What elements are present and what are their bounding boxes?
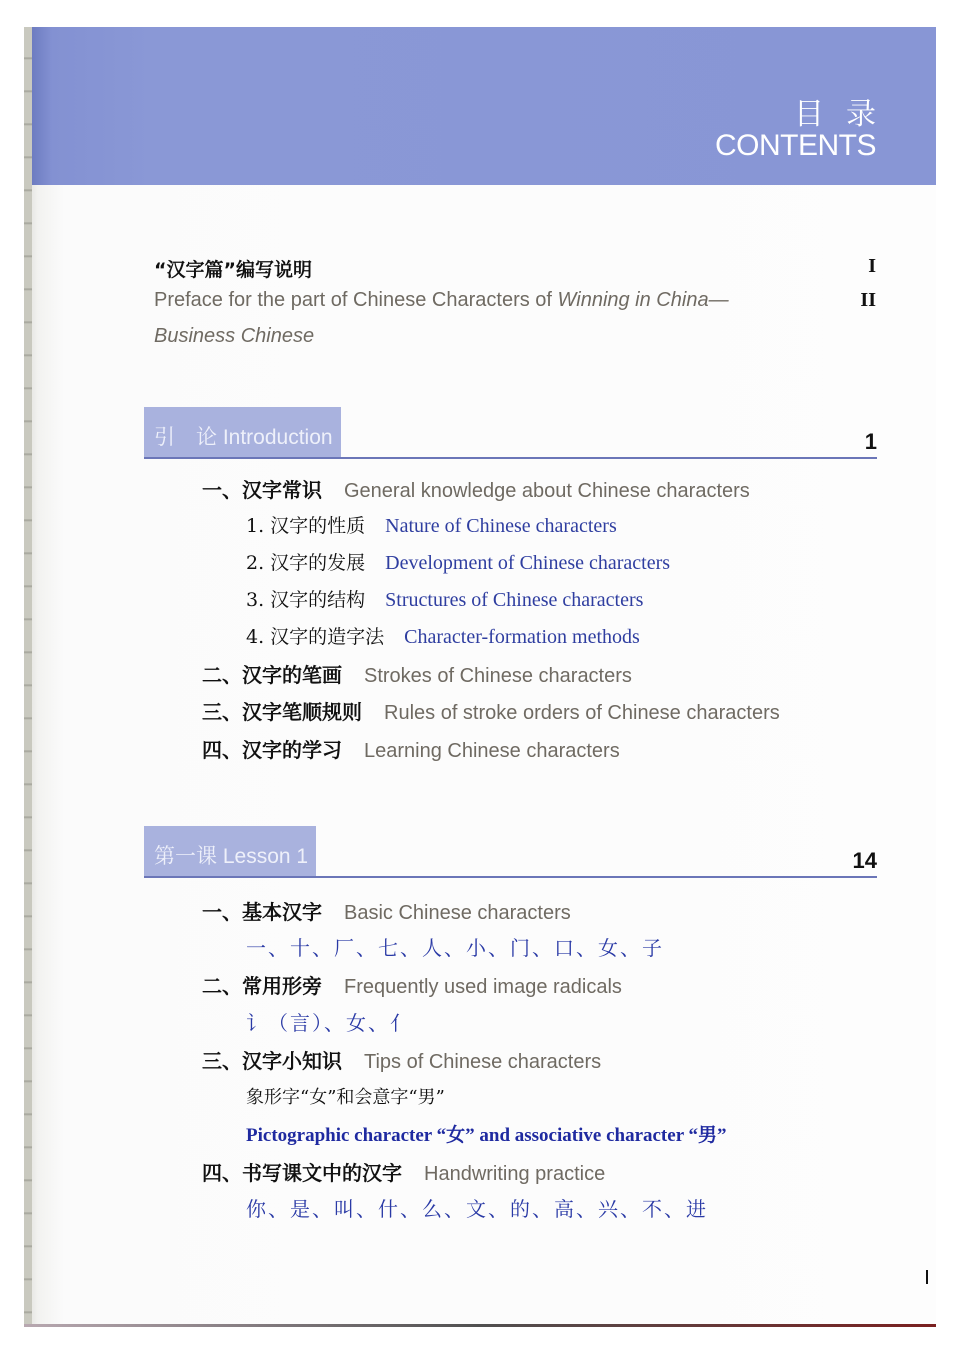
section-page-number: 1 <box>864 429 877 454</box>
toc-item-en: Frequently used image radicals <box>344 976 622 998</box>
toc-item-en: Strokes of Chinese characters <box>364 665 632 687</box>
toc-item <box>202 474 750 503</box>
binding-edge <box>24 27 32 1327</box>
toc-item-cn: 四、汉字的学习 <box>202 738 342 762</box>
toc-subitem <box>246 585 643 612</box>
toc-subitem <box>246 548 670 575</box>
preface-en-title-italic: Winning in China— <box>557 289 729 311</box>
section-introduction-header <box>144 407 877 459</box>
toc-subitem-cn: 3. 汉字的结构 <box>246 589 366 611</box>
toc-item-cn: 二、汉字的笔画 <box>202 663 342 687</box>
header-title-en: CONTENTS <box>715 129 876 162</box>
toc-item-cn: 一、汉字常识 <box>202 478 322 502</box>
toc-item <box>202 734 620 763</box>
toc-item <box>202 1157 605 1186</box>
contents-header-band <box>32 27 936 185</box>
toc-item <box>202 970 622 999</box>
toc-item-cn: 一、基本汉字 <box>202 900 322 924</box>
section-tab-introduction: 引 论 Introduction <box>144 407 341 457</box>
preface-en-title-text: Preface for the part of Chinese Characters of <box>154 289 558 311</box>
toc-item-en: General knowledge about Chinese characters <box>344 480 750 502</box>
preface-cn-title: “汉字篇”编写说明 <box>154 259 312 281</box>
section-lesson1-header <box>144 826 877 878</box>
preface-en-page: II <box>860 289 876 311</box>
folio-mark <box>926 1270 928 1284</box>
preface-cn-page: I <box>868 255 876 277</box>
toc-subitem-en: Development of Chinese characters <box>385 552 671 574</box>
toc-subitem <box>246 622 640 649</box>
toc-item-en: Rules of stroke orders of Chinese characters <box>384 702 780 724</box>
toc-subitem-en: Nature of Chinese characters <box>385 515 617 537</box>
handwriting-characters: 一、十、厂、七、人、小、门、口、女、子 <box>246 936 664 960</box>
toc-item-cn: 三、汉字笔顺规则 <box>202 700 362 724</box>
handwriting-radicals: 讠（言）、女、亻 <box>246 1011 412 1035</box>
toc-item-en: Tips of Chinese characters <box>364 1051 602 1073</box>
section-tab-lesson1: 第一课 Lesson 1 <box>144 826 316 876</box>
toc-item-en: Handwriting practice <box>424 1163 606 1185</box>
toc-subitem <box>246 511 617 538</box>
preface-en-title <box>154 289 729 312</box>
toc-subitem-en: Character-formation methods <box>404 626 640 648</box>
toc-item-en: Basic Chinese characters <box>344 902 571 924</box>
toc-subitem-cn: 2. 汉字的发展 <box>246 552 366 574</box>
section-page-number: 14 <box>852 848 877 873</box>
toc-subitem-cn: 4. 汉字的造字法 <box>246 626 385 648</box>
toc-subitem-cn: 1. 汉字的性质 <box>246 515 366 537</box>
toc-item <box>202 896 571 925</box>
toc-item <box>202 696 780 725</box>
book-page <box>24 27 936 1327</box>
toc-item-cn: 二、常用形旁 <box>202 974 322 998</box>
page-bottom-edge <box>24 1324 936 1327</box>
tip-title-cn: 象形字“女”和会意字“男” <box>246 1087 445 1108</box>
toc-item-en: Learning Chinese characters <box>364 740 620 762</box>
preface-en-title-line2: Business Chinese <box>154 325 315 347</box>
toc-item <box>202 1045 601 1074</box>
header-title-cn: 目录 <box>794 97 898 132</box>
toc-item-cn: 三、汉字小知识 <box>202 1049 342 1073</box>
toc-item <box>202 659 632 688</box>
tip-title-en: Pictographic character “女” and associative character “男” <box>246 1125 727 1146</box>
toc-subitem-en: Structures of Chinese characters <box>385 589 644 611</box>
handwriting-practice-characters: 你、是、叫、什、么、文、的、高、兴、不、进 <box>246 1197 708 1221</box>
toc-item-cn: 四、书写课文中的汉字 <box>202 1161 402 1185</box>
